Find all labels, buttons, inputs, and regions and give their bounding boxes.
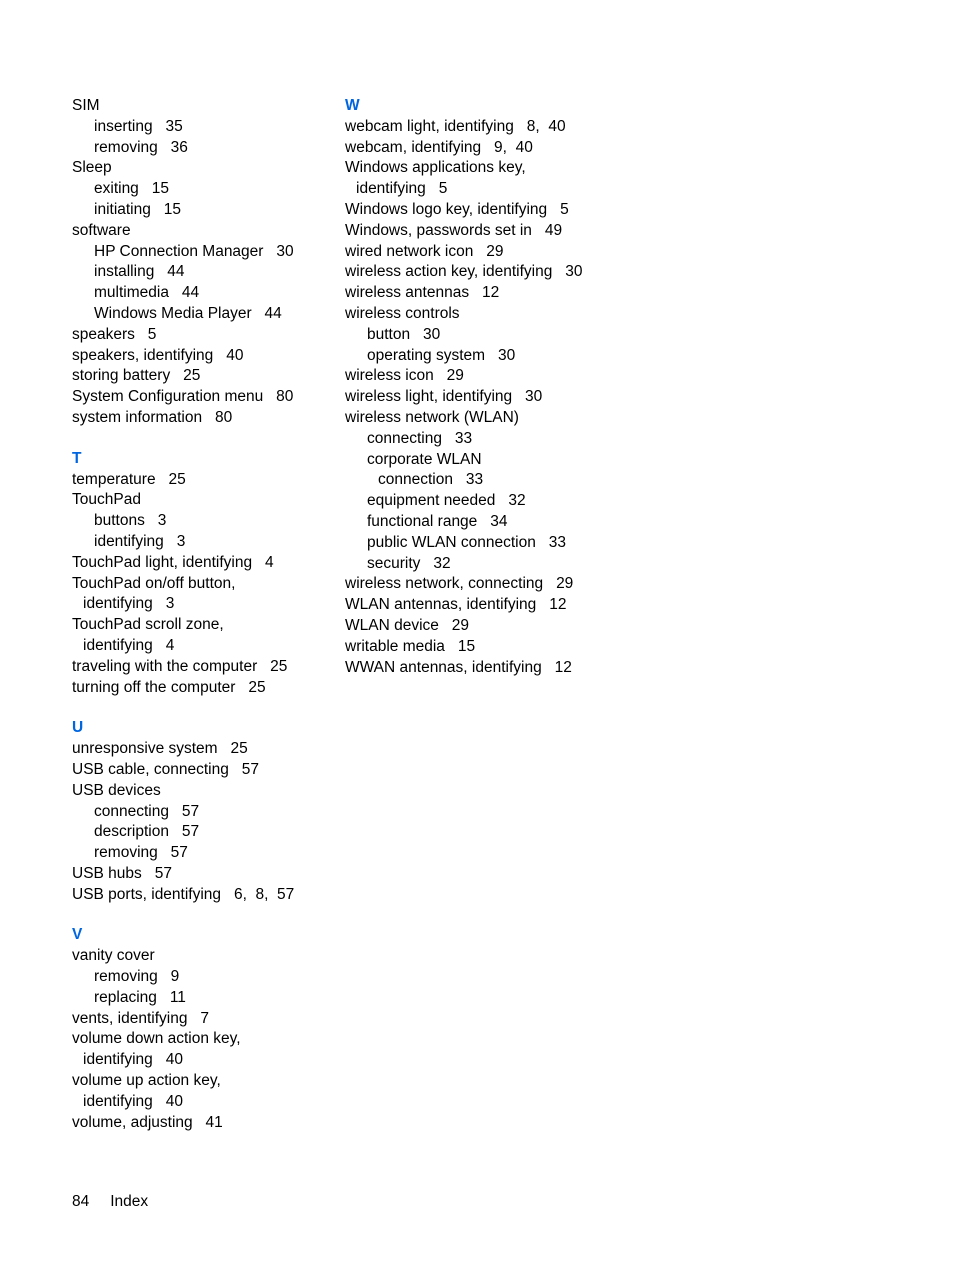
index-entry: Windows logo key, identifying 5 (345, 200, 569, 218)
index-subentry: initiating 15 (94, 200, 182, 218)
index-entry: vents, identifying 7 (72, 1009, 209, 1027)
index-entry: turning off the computer 25 (72, 678, 266, 696)
index-subentry: description 57 (94, 823, 200, 841)
section-gap (72, 905, 332, 925)
index-entry: Windows applications key, (345, 159, 526, 177)
index-entry: temperature 25 (72, 470, 186, 488)
index-column-left (72, 96, 332, 1133)
index-entry: storing battery 25 (72, 367, 201, 385)
index-subentry: Windows Media Player 44 (94, 304, 282, 322)
index-entry: system information 80 (72, 408, 233, 426)
index-subentry: operating system 30 (367, 346, 516, 364)
index-entry: speakers 5 (72, 325, 157, 343)
index-entry: USB ports, identifying 6, 8, 57 (72, 885, 295, 903)
index-entry: TouchPad light, identifying 4 (72, 553, 274, 571)
index-entry: USB devices (72, 781, 161, 799)
index-subentry: identifying 40 (83, 1051, 183, 1069)
index-entry: USB hubs 57 (72, 864, 172, 882)
index-subentry: identifying 3 (83, 595, 175, 613)
index-subentry: identifying 5 (356, 180, 448, 198)
index-entry: webcam, identifying 9, 40 (345, 138, 533, 156)
index-subentry: removing 36 (94, 138, 188, 156)
index-subentry: functional range 34 (367, 512, 508, 530)
index-letter-heading: U (72, 719, 84, 737)
index-subentry: exiting 15 (94, 180, 169, 198)
index-subentry: button 30 (367, 325, 441, 343)
index-subentry: public WLAN connection 33 (367, 533, 567, 551)
index-entry: TouchPad (72, 491, 141, 509)
index-letter-heading: V (72, 926, 83, 944)
index-entry: System Configuration menu 80 (72, 388, 294, 406)
index-subentry: HP Connection Manager 30 (94, 242, 294, 260)
index-entry: wireless light, identifying 30 (345, 388, 543, 406)
index-letter-heading: W (345, 97, 360, 114)
index-entry: traveling with the computer 25 (72, 657, 288, 675)
index-subentry: multimedia 44 (94, 284, 200, 302)
index-entry: volume down action key, (72, 1030, 241, 1048)
index-subentry: buttons 3 (94, 512, 167, 530)
index-entry: wireless network (WLAN) (345, 408, 519, 426)
index-entry: WLAN device 29 (345, 616, 470, 634)
section-gap (72, 429, 332, 449)
index-subentry: corporate WLAN (367, 450, 482, 468)
index-subentry: connecting 57 (94, 802, 200, 820)
index-entry: wireless antennas 12 (345, 284, 500, 302)
index-entry: WLAN antennas, identifying 12 (345, 596, 567, 614)
index-subentry: inserting 35 (94, 117, 183, 135)
index-subentry: removing 9 (94, 968, 180, 986)
index-subentry: connecting 33 (367, 429, 473, 447)
index-entry: wireless network, connecting 29 (345, 575, 574, 593)
index-subentry: connection 33 (378, 471, 484, 489)
index-entry: WWAN antennas, identifying 12 (345, 658, 572, 676)
index-entry: writable media 15 (345, 637, 476, 655)
index-subentry: identifying 3 (94, 532, 186, 550)
index-entry: Sleep (72, 159, 112, 177)
index-entry: volume up action key, (72, 1072, 221, 1090)
index-entry: wireless icon 29 (345, 367, 464, 385)
section-gap (72, 698, 332, 718)
footer-section-title: Index (110, 1193, 149, 1210)
index-entry: software (72, 221, 131, 239)
index-entry: TouchPad scroll zone, (72, 616, 224, 634)
index-subentry: removing 57 (94, 844, 188, 862)
index-letter-heading: T (72, 449, 82, 467)
index-subentry: identifying 40 (83, 1092, 183, 1110)
index-subentry: replacing 11 (94, 988, 186, 1006)
index-entry: volume, adjusting 41 (72, 1113, 223, 1131)
index-subentry: installing 44 (94, 263, 185, 281)
index-subentry: equipment needed 32 (367, 492, 526, 510)
page-footer (72, 1192, 148, 1212)
index-entry: Windows, passwords set in 49 (345, 221, 563, 239)
index-entry: webcam light, identifying 8, 40 (345, 117, 566, 135)
index-subentry: identifying 4 (83, 636, 175, 654)
index-entry: unresponsive system 25 (72, 740, 248, 758)
index-entry: vanity cover (72, 947, 155, 965)
index-entry: wireless controls (345, 304, 460, 322)
page-number: 84 (72, 1193, 90, 1210)
index-entry: USB cable, connecting 57 (72, 760, 259, 778)
index-entry: TouchPad on/off button, (72, 574, 236, 592)
index-subentry: security 32 (367, 554, 451, 572)
index-column-right (345, 96, 645, 678)
index-entry: SIM (72, 97, 100, 114)
index-entry: speakers, identifying 40 (72, 346, 244, 364)
index-entry: wireless action key, identifying 30 (345, 263, 583, 281)
index-entry: wired network icon 29 (345, 242, 504, 260)
